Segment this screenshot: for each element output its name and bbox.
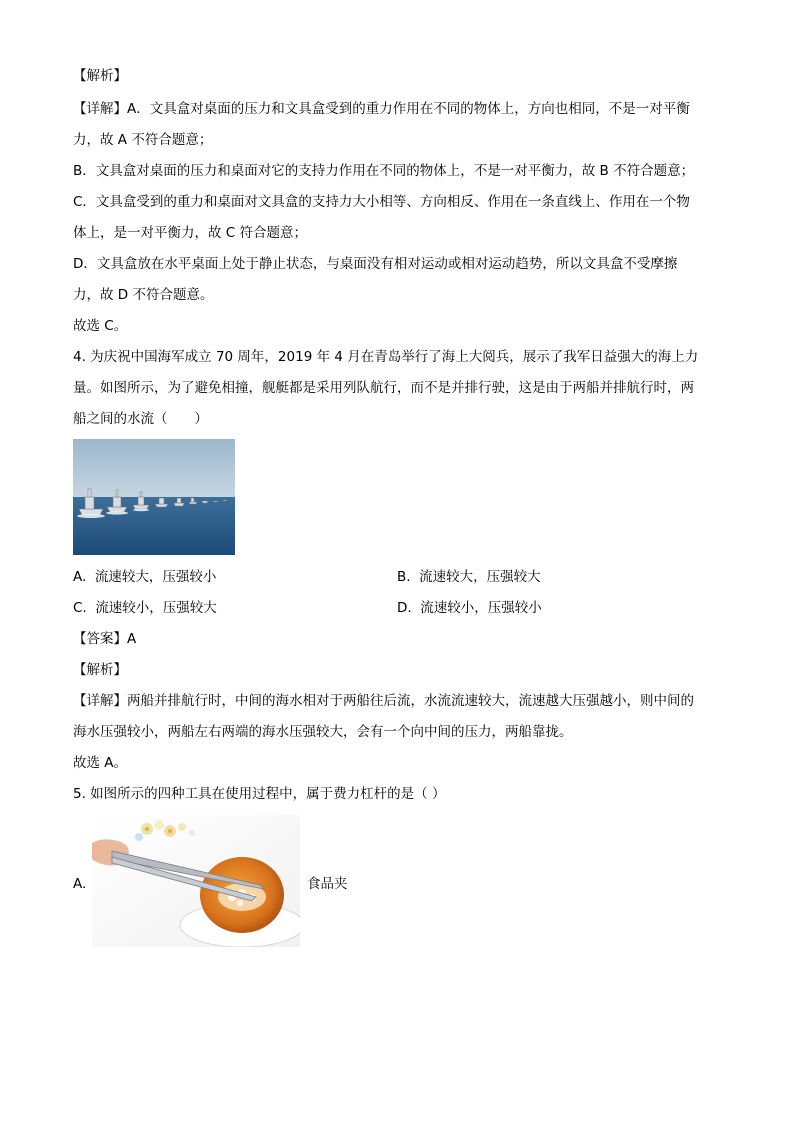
- q4-option-a[interactable]: A. 流速较大，压强较小: [73, 569, 217, 585]
- q3-detail-line-3: B．文具盒对桌面的压力和桌面对它的支持力作用在不同的物体上，不是一对平衡力，故 B 不符合题意；: [73, 163, 695, 179]
- q3-detail-line-4: C．文具盒受到的重力和桌面对文具盒的支持力大小相等、方向相反、作用在一条直线上、作用在一个物: [73, 194, 690, 210]
- q4-stem-line-3: 船之间的水流（ ）: [73, 411, 208, 427]
- q4-option-c[interactable]: C. 流速较小，压强较大: [73, 600, 217, 616]
- q4-analysis-label: 【解析】: [73, 662, 127, 678]
- q4-stem-line-2: 量。如图所示，为了避免相撞，舰艇都是采用列队航行，而不是并排行驶，这是由于两船并排航行时，两: [73, 380, 694, 396]
- q3-detail-label: 【详解】: [73, 101, 127, 117]
- q5-option-a-letter[interactable]: A.: [73, 876, 87, 892]
- q5-stem: 5. 如图所示的四种工具在使用过程中，属于费力杠杆的是（ ）: [73, 786, 446, 802]
- q4-option-b[interactable]: B. 流速较大，压强较大: [397, 569, 541, 585]
- naval-fleet-illustration: [73, 439, 235, 555]
- q3-detail-line-1: 【详解】A．文具盒对桌面的压力和文具盒受到的重力作用在不同的物体上，方向也相同，不是一对平衡: [73, 101, 690, 117]
- naval-fleet-photo: [73, 439, 235, 555]
- q4-stem-line-1: 4. 为庆祝中国海军成立 70 周年，2019 年 4 月在青岛举行了海上大阅兵，展示了我军日益强大的海上力: [73, 349, 699, 365]
- food-tongs-illustration: [92, 815, 300, 947]
- q3-detail-line-5: 体上，是一对平衡力，故 C 符合题意；: [73, 225, 308, 241]
- q4-answer-label: 【答案】: [73, 631, 127, 647]
- q4-detail-line-1: 【详解】两船并排航行时，中间的海水相对于两船往后流，水流流速较大，流速越大压强越小，则中间的: [73, 693, 694, 709]
- q4-conclusion: 故选 A。: [73, 755, 128, 771]
- q3-detail-line-7: 力，故 D 不符合题意。: [73, 287, 214, 303]
- q3-conclusion: 故选 C。: [73, 318, 128, 334]
- q3-detail-line-2: 力，故 A 不符合题意；: [73, 132, 213, 148]
- q3-detail-line-6: D．文具盒放在水平桌面上处于静止状态，与桌面没有相对运动或相对运动趋势，所以文具盒不受摩擦: [73, 256, 678, 272]
- q4-option-d[interactable]: D. 流速较小，压强较小: [397, 600, 542, 616]
- q4-detail-label: 【详解】: [73, 693, 127, 709]
- q3-analysis-label: 【解析】: [73, 68, 127, 84]
- food-tongs-photo: [92, 815, 300, 947]
- q4-answer: [73, 630, 723, 648]
- q5-option-a-caption: 食品夹: [307, 876, 348, 892]
- q4-detail-line-2: 海水压强较小，两船左右两端的海水压强较大，会有一个向中间的压力，两船靠拢。: [73, 724, 573, 740]
- q4-answer-value: A: [127, 631, 137, 647]
